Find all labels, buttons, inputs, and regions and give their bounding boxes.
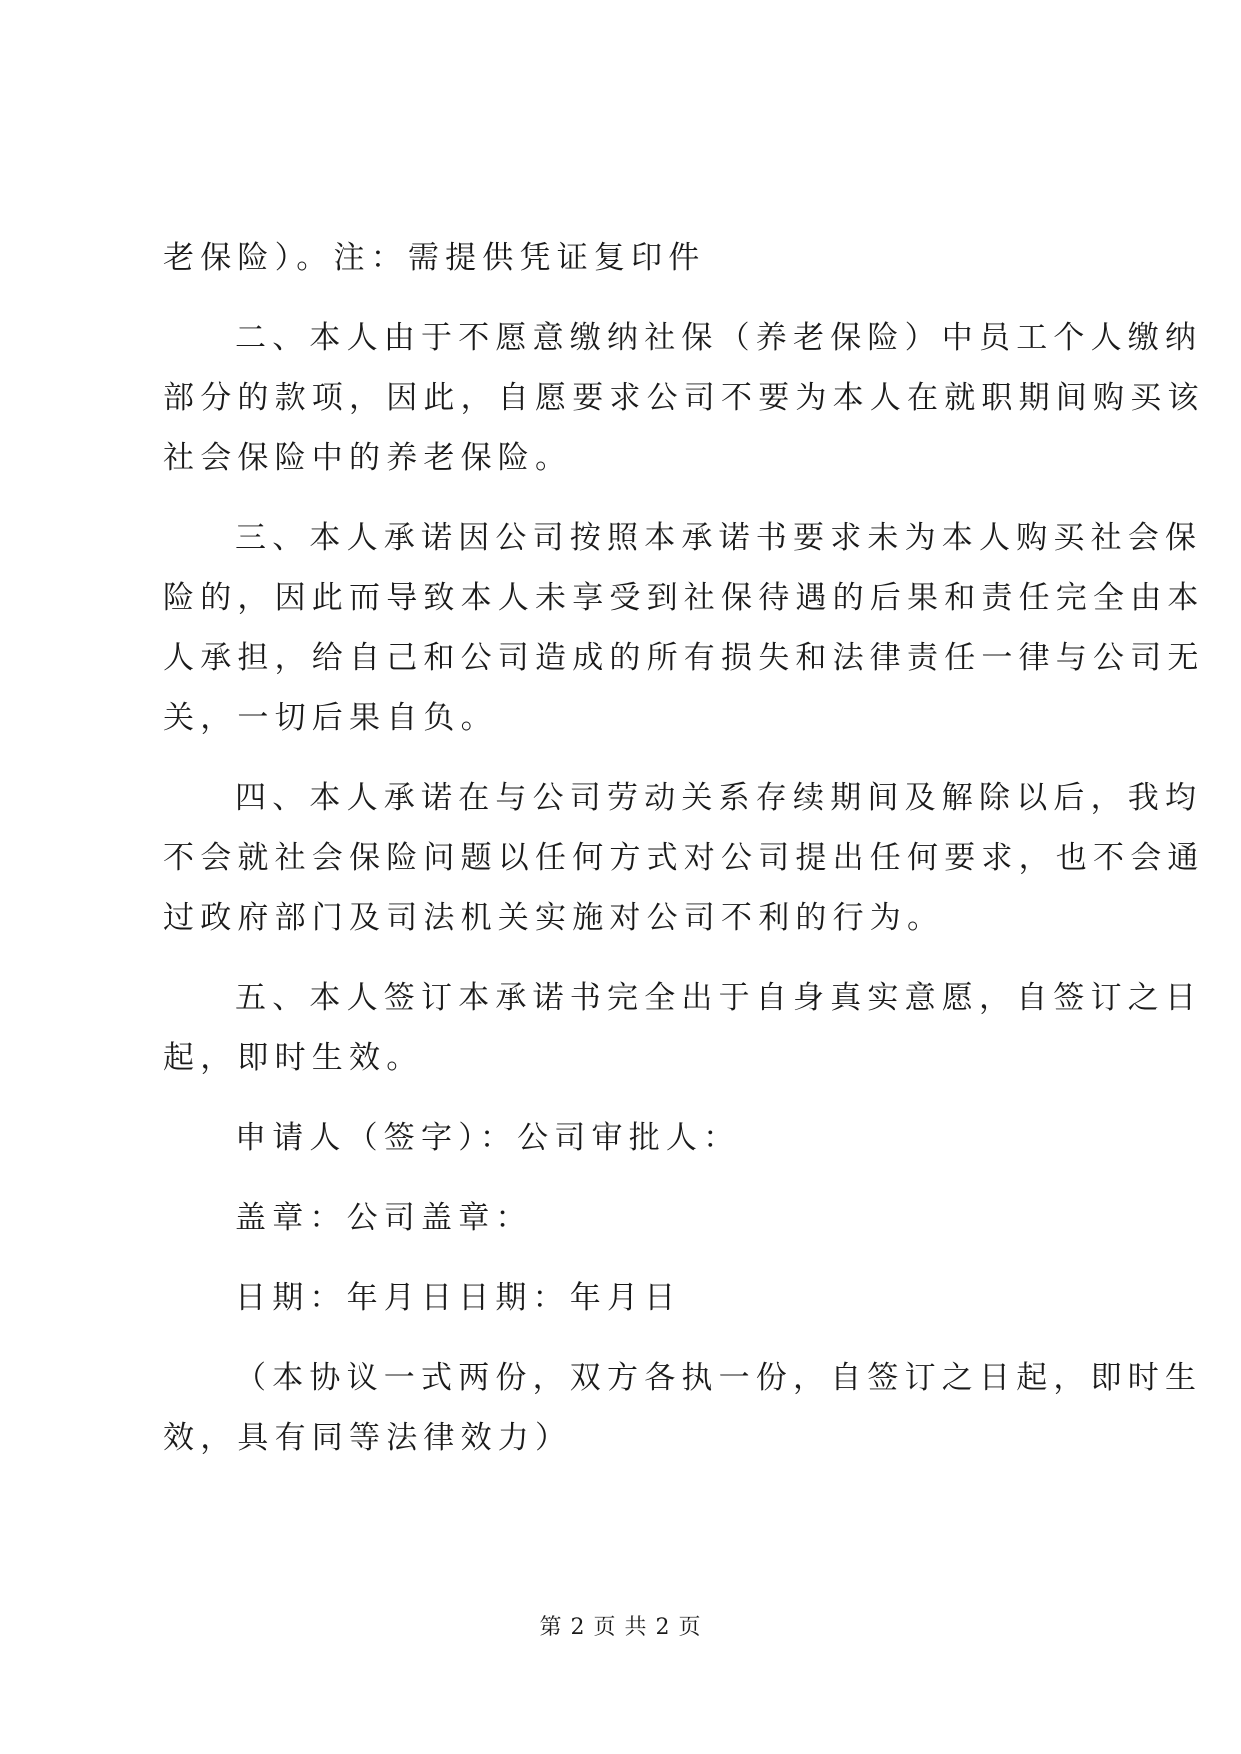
- text-line: 险的，因此而导致本人未享受到社保待遇的后果和责任完全由本: [163, 580, 1205, 616]
- text-line: 老保险）。注：需提供凭证复印件: [163, 240, 706, 276]
- text-line: 五、本人签订本承诺书完全出于自身真实意愿，自签订之日: [235, 980, 1203, 1016]
- signature-line-applicant: 申请人（签字）：公司审批人：: [235, 1120, 741, 1156]
- text-line: 四、本人承诺在与公司劳动关系存续期间及解除以后，我均: [235, 780, 1203, 816]
- text-line: 起，即时生效。: [163, 1040, 424, 1076]
- page-number-footer: 第 2 页 共 2 页: [539, 1615, 702, 1640]
- text-line: 关，一切后果自负。: [163, 700, 498, 736]
- seal-line: 盖章：公司盖章：: [235, 1200, 533, 1236]
- date-line: 日期：年月日日期：年月日: [235, 1280, 682, 1316]
- text-line: 不会就社会保险问题以任何方式对公司提出任何要求，也不会通: [163, 840, 1205, 876]
- text-line: 三、本人承诺因公司按照本承诺书要求未为本人购买社会保: [235, 520, 1203, 556]
- text-line: 部分的款项，因此，自愿要求公司不要为本人在就职期间购买该: [163, 380, 1205, 416]
- text-line: 效，具有同等法律效力）: [163, 1420, 573, 1456]
- text-line: 社会保险中的养老保险。: [163, 440, 573, 476]
- text-line: 二、本人由于不愿意缴纳社保（养老保险）中员工个人缴纳: [235, 320, 1203, 356]
- text-line: （本协议一式两份，双方各执一份，自签订之日起，即时生: [235, 1360, 1203, 1396]
- text-line: 过政府部门及司法机关实施对公司不利的行为。: [163, 900, 945, 936]
- text-line: 人承担，给自己和公司造成的所有损失和法律责任一律与公司无: [163, 640, 1205, 676]
